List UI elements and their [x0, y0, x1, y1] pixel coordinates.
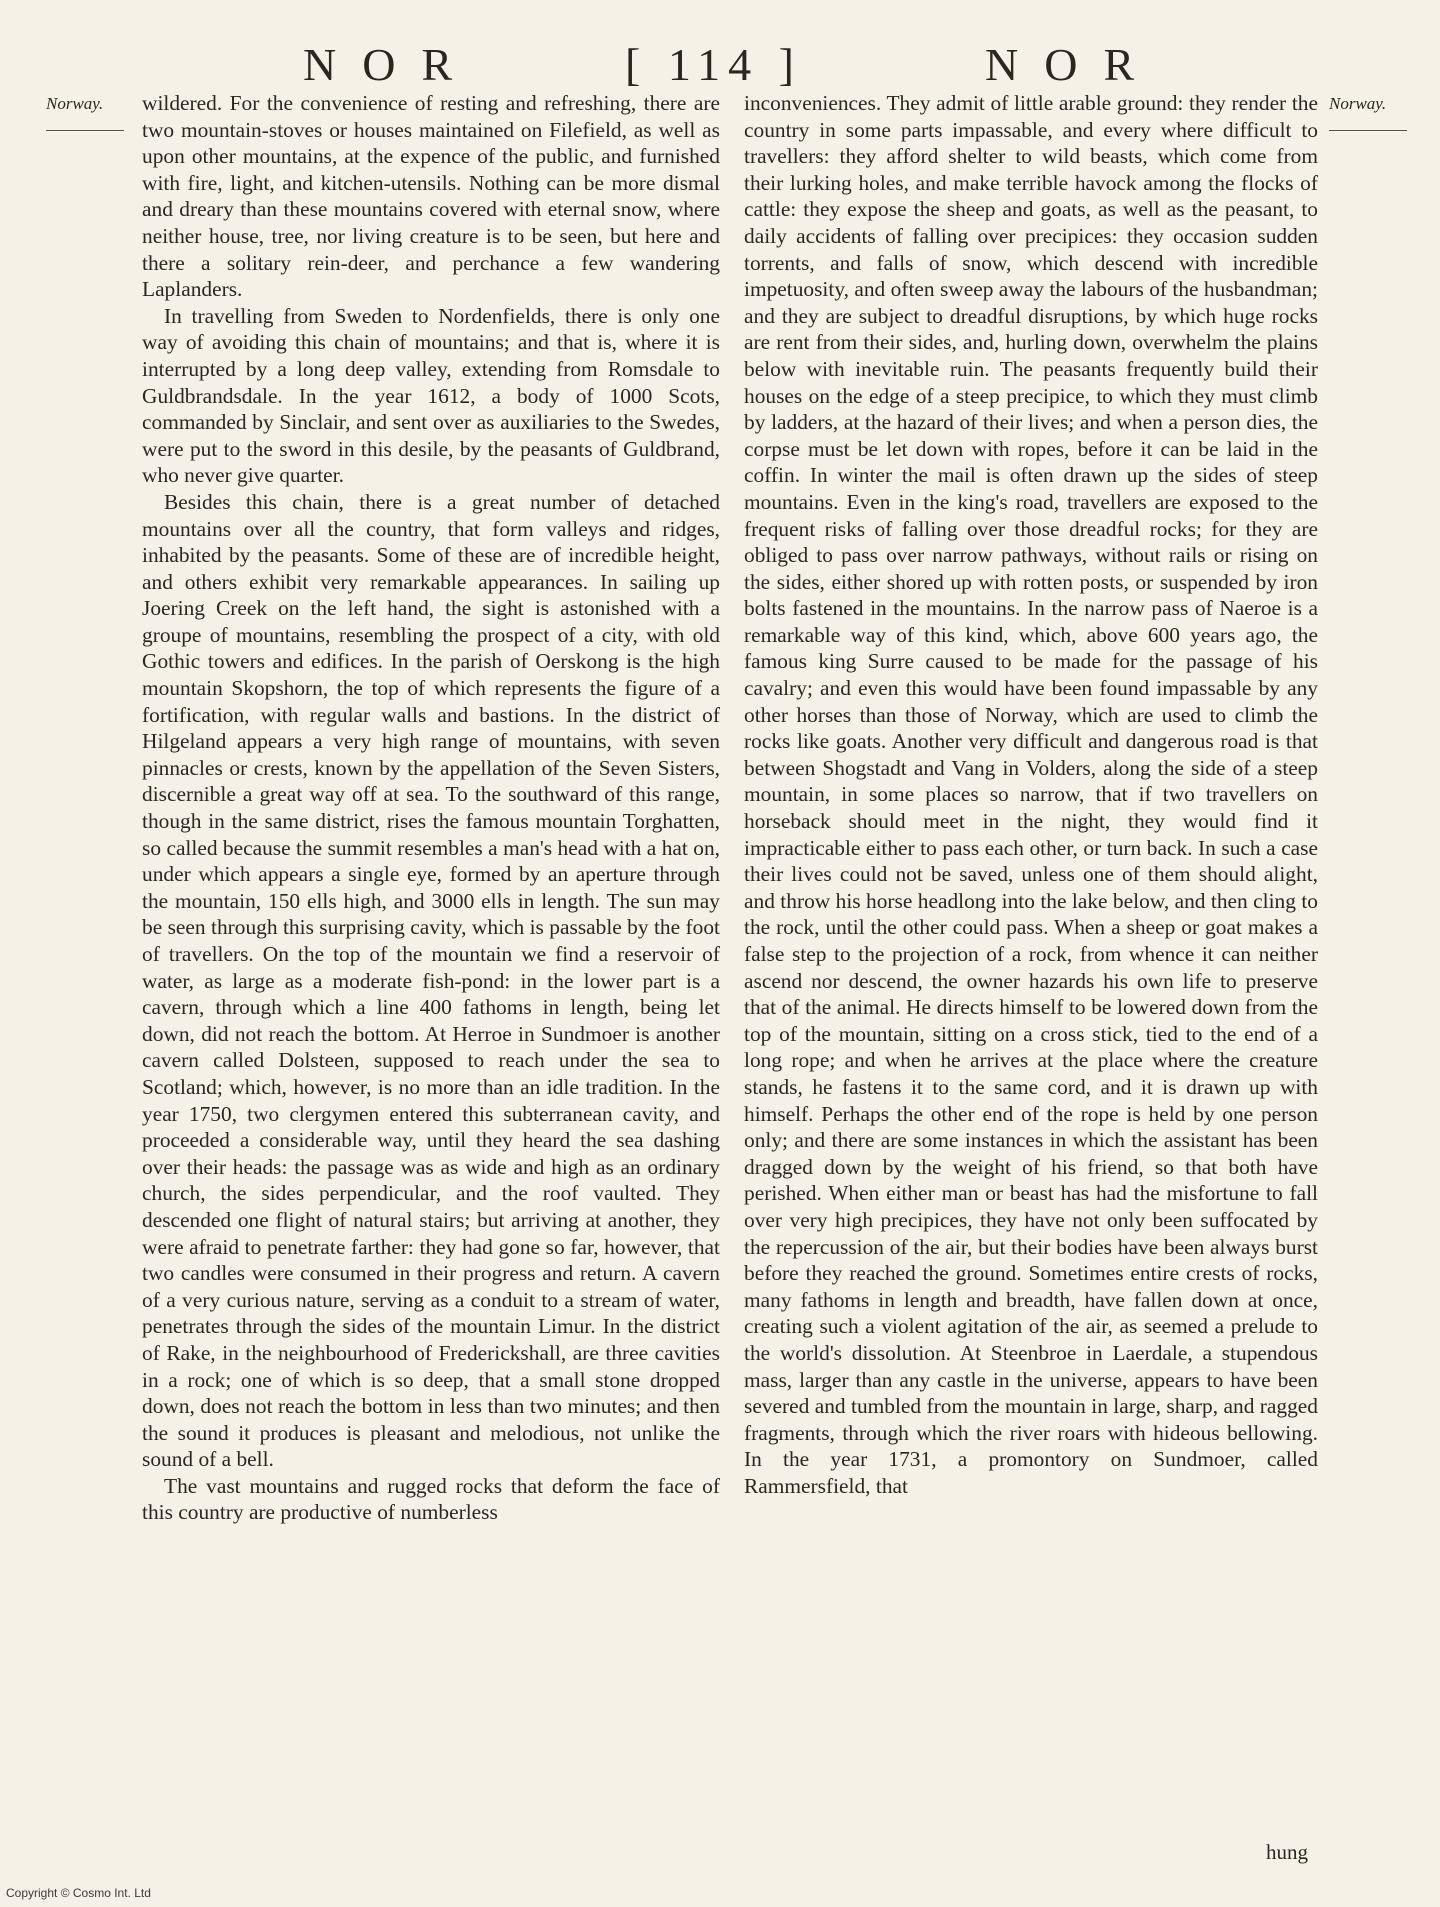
copyright-footer: Copyright © Cosmo Int. Ltd	[6, 1886, 151, 1900]
margin-note-right	[1329, 94, 1407, 131]
header-right-word: NOR	[985, 39, 1161, 90]
left-paragraph-2: In travelling from Sweden to Nordenfields, there is only one way of avoiding this chain of mountains; and that is, where it is interrupted by a long deep valley, extending from Romsdale to Guldbrandsdale. In the year 1612, a body of 1000 Scots, commanded by Sinclair, and sent over as auxiliaries to the Swedes, were put to the sword in this desile, by the peasants of Guldbrand, who never give quarter.	[142, 303, 720, 488]
catchword: hung	[1266, 1840, 1308, 1864]
margin-note-right-rule	[1329, 116, 1407, 131]
header-left-word: NOR	[303, 39, 479, 90]
left-paragraph-3: Besides this chain, there is a great number of detached mountains over all the country, that form valleys and ridges, inhabited by the peasants. Some of these are of incredible height, and others exhibit very remarkable appearances. In sailing up Joering Creek on the left hand, the sight is astonished with a groupe of mountains, resembling the prospect of a city, with old Gothic towers and edifices. In the parish of Oerskong is the high mountain Skopshorn, the top of which represents the figure of a fortification, with regular walls and bastions. In the district of Hilgeland appears a very high range of mountains, with seven pinnacles or crests, known by the appellation of the Seven Sisters, discernible a great way off at sea. To the southward of this range, though in the same district, rises the famous mountain Torghatten, so called because the summit resembles a man's head with a hat on, under which appears a single eye, formed by an aperture through the mountain, 150 ells high, and 3000 ells in length. The sun may be seen through this surprising cavity, which is passable by the foot of travellers. On the top of the mountain we find a reservoir of water, as large as a moderate fish-pond: in the lower part is a cavern, through which a line 400 fathoms in length, being let down, did not reach the bottom. At Herroe in Sundmoer is another cavern called Dolsteen, supposed to reach under the sea to Scotland; which, however, is no more than an idle tradition. In the year 1750, two clergymen entered this subterranean cavity, and proceeded a considerable way, until they heard the sea dashing over their heads: the passage was as wide and high as an ordinary church, the sides perpendicular, and the roof vaulted. They descended one flight of natural stairs; but arriving at another, they were afraid to penetrate farther: they had gone so far, however, that two candles were consumed in their progress and return. A cavern of a very curious nature, serving as a conduit to a stream of water, penetrates through the sides of the mountain Limur. In the district of Rake, in the neighbourhood of Frederickshall, are three cavities in a rock; one of which is so deep, that a small stone dropped down, does not reach the bottom in less than two minutes; and then the sound it produces is pleasant and melodious, not unlike the sound of a bell.	[142, 489, 720, 1472]
margin-note-left-rule	[46, 116, 124, 131]
margin-note-right-text: Norway.	[1329, 94, 1387, 113]
left-paragraph-4: The vast mountains and rugged rocks that deform the face of this country are productive of numberless	[142, 1473, 720, 1525]
page-number: [ 114 ]	[625, 39, 802, 90]
left-column	[142, 90, 720, 1526]
left-paragraph-1: wildered. For the convenience of resting and refreshing, there are two mountain-stoves or houses maintained on Filefield, as well as upon other mountains, at the expence of the public, and furnished with fire, light, and kitchen-utensils. Nothing can be more dismal and dreary than these mountains covered with eternal snow, where neither house, tree, nor living creature is to be seen, but here and there a solitary rein-deer, and perchance a few wandering Laplanders.	[142, 91, 720, 302]
margin-note-left-text: Norway.	[46, 94, 104, 113]
running-header	[0, 38, 1440, 88]
right-paragraph-1: inconveniences. They admit of little arable ground: they render the country in some parts impassable, and every where difficult to travellers: they afford shelter to wild beasts, which come from their lurking holes, and make terrible havock among the flocks of cattle: they expose the sheep and goats, as well as the peasant, to daily accidents of falling over precipices: they occasion sudden torrents, and falls of snow, which descend with incredible impetuosity, and often sweep away the labours of the husbandman; and they are subject to dreadful disruptions, by which huge rocks are rent from their sides, and, hurling down, overwhelm the plains below with inevitable ruin. The peasants frequently build their houses on the edge of a steep precipice, to which they must climb by ladders, at the hazard of their lives; and when a person dies, the corpse must be let down with ropes, before it can be laid in the coffin. In winter the mail is often drawn up the sides of steep mountains. Even in the king's road, travellers are exposed to the frequent risks of falling over those dreadful rocks; for they are obliged to pass over narrow pathways, without rails or rising on the sides, either shored up with rotten posts, or suspended by iron bolts fastened in the mountains. In the narrow pass of Naeroe is a remarkable way of this kind, which, above 600 years ago, the famous king Surre caused to be made for the passage of his cavalry; and even this would have been found impassable by any other horses than those of Norway, which are used to climb the rocks like goats. Another very difficult and dangerous road is that between Shogstadt and Vang in Volders, along the side of a steep mountain, in some places so narrow, that if two travellers on horseback should meet in the night, they would find it impracticable either to pass each other, or turn back. In such a case their lives could not be saved, unless one of them should alight, and throw his horse headlong into the lake below, and then cling to the rock, until the other could pass. When a sheep or goat makes a false step to the projection of a rock, from whence it can neither ascend nor descend, the owner hazards his own life to preserve that of the animal. He directs himself to be lowered down from the top of the mountain, sitting on a cross stick, tied to the end of a long rope; and when he arrives at the place where the creature stands, he fastens it to the same cord, and it is drawn up with himself. Perhaps the other end of the rope is held by one person only; and there are some instances in which the assistant has been dragged down by the weight of his friend, so that both have perished. When either man or beast has had the misfortune to fall over very high precipices, they have not only been suffocated by the repercussion of the air, but their bodies have been always burst before they reached the ground. Sometimes entire crests of rocks, many fathoms in length and breadth, have fallen down at once, creating such a violent agitation of the air, as seemed a prelude to the world's dissolution. At Steenbroe in Laerdale, a stupendous mass, larger than any castle in the universe, appears to have been severed and tumbled from the mountain in large, sharp, and ragged fragments, through which the river roars with hideous bellowing. In the year 1731, a promontory on Sundmoer, called Rammersfield, that	[744, 91, 1318, 1498]
right-column	[744, 90, 1318, 1499]
margin-note-left	[46, 94, 124, 131]
